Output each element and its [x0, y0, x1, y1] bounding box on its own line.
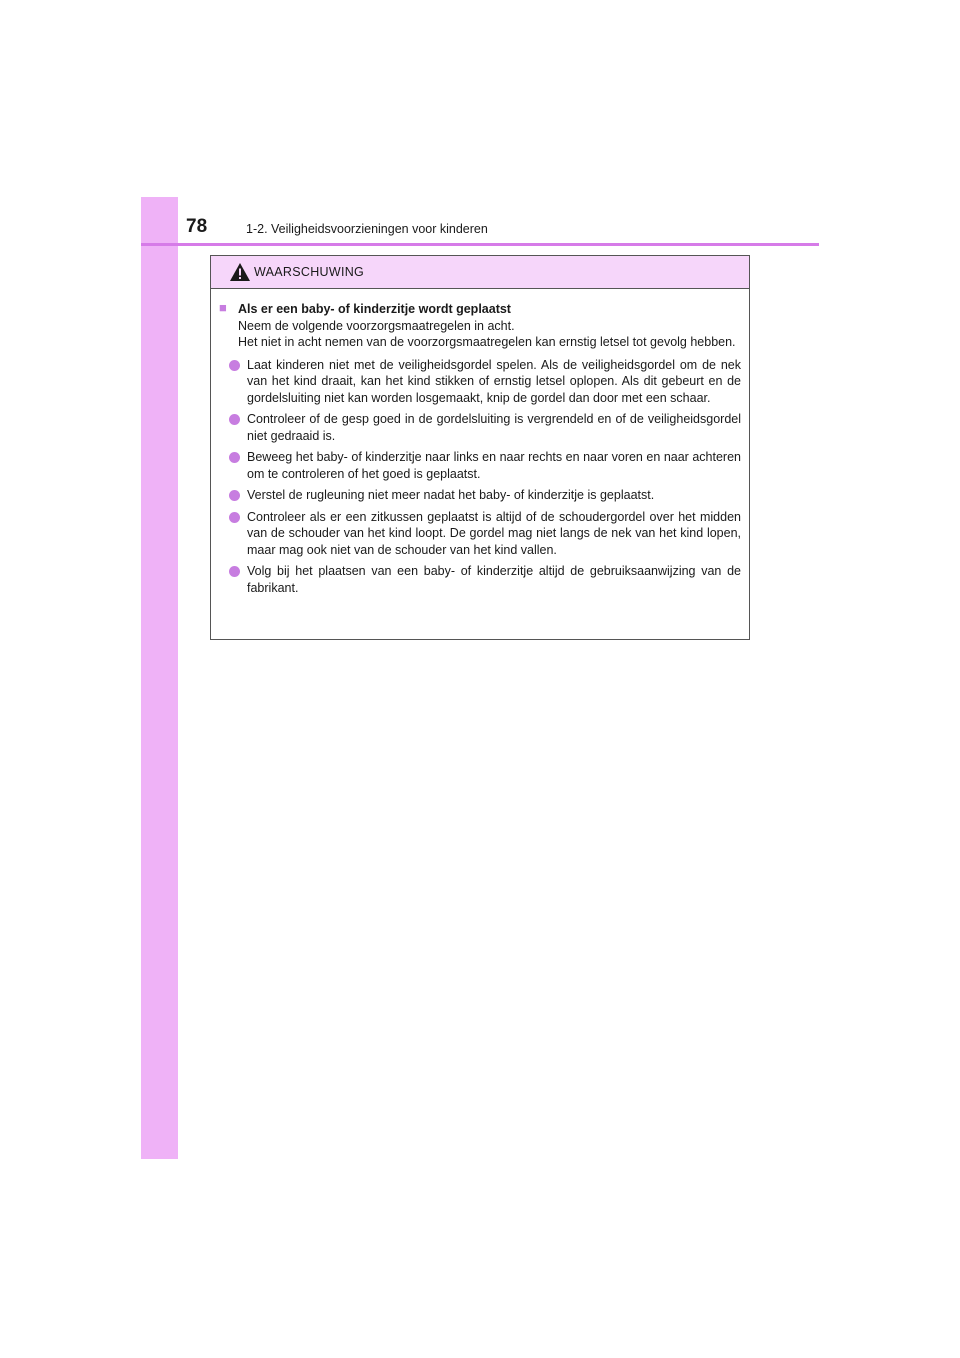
- bullet-dot-icon: [229, 360, 240, 371]
- warning-header: [211, 256, 749, 289]
- list-item: [219, 487, 741, 504]
- warning-intro: [219, 318, 741, 351]
- warning-box: [210, 255, 750, 640]
- section-title: 1-2. Veiligheidsvoorzieningen voor kinderen: [246, 222, 488, 236]
- page-number: 78: [186, 216, 208, 237]
- bullet-dot-icon: [229, 566, 240, 577]
- list-item-text: Volg bij het plaatsen van een baby- of kinderzitje altijd de gebruiksaanwijzing van de fabrikant.: [247, 564, 741, 595]
- list-item: [219, 509, 741, 559]
- list-item: [219, 449, 741, 482]
- bullet-dot-icon: [229, 452, 240, 463]
- warning-subheading: [219, 301, 741, 318]
- intro-line: Neem de volgende voorzorgsmaatregelen in acht.: [238, 318, 515, 333]
- header-divider: [141, 243, 819, 246]
- warning-triangle-icon: [229, 262, 251, 282]
- section-side-tab: [141, 197, 178, 1159]
- warning-bullet-list: [219, 357, 741, 597]
- list-item-text: Controleer als er een zitkussen geplaatst is altijd of de schoudergordel over het midden van de schouder van het kind loopt. De gordel mag niet langs de nek van het kind lopen, maar mag ook niet van de schouder van het kind vallen.: [247, 509, 741, 557]
- intro-line: Het niet in acht nemen van de voorzorgsmaatregelen kan ernstig letsel tot gevolg hebben.: [238, 335, 736, 349]
- list-item: [219, 411, 741, 444]
- list-item-text: Verstel de rugleuning niet meer nadat het baby- of kinderzitje is geplaatst.: [247, 488, 655, 502]
- bullet-dot-icon: [229, 414, 240, 425]
- subheading-text: Als er een baby- of kinderzitje wordt geplaatst: [238, 302, 511, 316]
- list-item-text: Controleer of de gesp goed in de gordelsluiting is vergrendeld en of de veiligheidsgordel niet gedraaid is.: [247, 412, 741, 443]
- list-item-text: Laat kinderen niet met de veiligheidsgordel spelen. Als de veiligheidsgordel om de nek van het kind draait, kan het kind stikken of ernstig letsel oplopen. Als dit gebeurt en de gordelsluiting niet kan worden losgemaakt, knip de gordel dan door met een schaar.: [247, 357, 741, 405]
- warning-body: [211, 289, 749, 596]
- list-item-text: Beweeg het baby- of kinderzitje naar links en naar rechts en naar voren en naar achteren om te controleren of het goed is geplaatst.: [247, 450, 741, 481]
- list-item: [219, 357, 741, 407]
- bullet-dot-icon: [229, 512, 240, 523]
- list-item: [219, 563, 741, 596]
- warning-title: WAARSCHUWING: [254, 265, 365, 279]
- square-bullet-icon: ■: [219, 300, 227, 315]
- bullet-dot-icon: [229, 490, 240, 501]
